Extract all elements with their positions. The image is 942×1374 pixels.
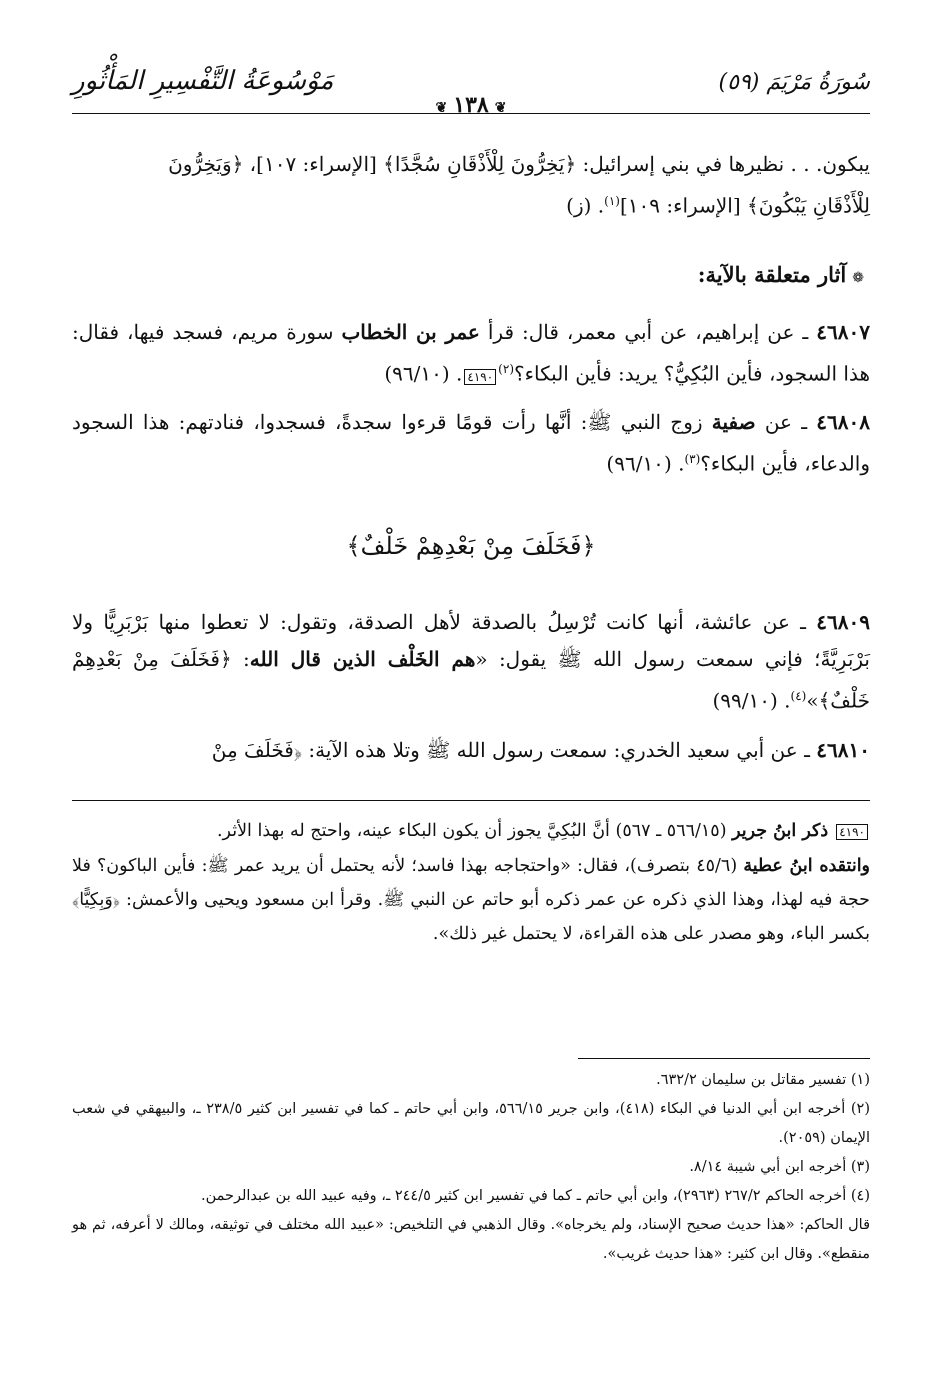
commentary-number: ٤١٩٠ [836, 824, 868, 840]
entry-number: ٤٦٨٠٨ [816, 410, 870, 434]
commentary-ref: ٤١٩٠ [464, 369, 496, 385]
commentary-paragraph-2: وانتقده ابنُ عطية (٤٥/٦ بتصرف)، فقال: «واحتجاجه بهذا فاسد؛ لأنه يحتمل أن يريد عمر ﷺ: فأين الباكون؟ فلا حجة فيه لهذا، وهذا الذي ذكره عن عمر ذكره أبو حاتم عن النبي ﷺ. وقرأ ابن مسعود ويحيى والأعمش: ﴿وَبِكِيًّا﴾ بكسر الباء، وهو مصدر على هذه القراءة، لا يحتمل غير ذلك». [72, 856, 871, 944]
entry-number: ٤٦٨١٠ [816, 738, 870, 762]
entry-46810: ٤٦٨١٠ ـ عن أبي سعيد الخدري: سمعت رسول الله ﷺ وتلا هذه الآية: ﴿فَخَلَفَ مِنْ [211, 738, 870, 762]
footnote-ref: (٢) [498, 362, 514, 376]
footnote-ref: (٣) [684, 452, 701, 466]
narrator-name: صفية [711, 410, 756, 434]
commentary-paragraph-1: ٤١٩٠ ذكر ابنُ جرير (٥٦٦/١٥ ـ ٥٦٧) أنَّ البُكِيَّ يجوز أن يكون البكاء عينه، واحتج له بهذا الأثر. [72, 814, 870, 849]
header-rule [72, 113, 870, 114]
surah-header: سُورَةُ مَرْيَمَ (٥٩) [718, 70, 870, 95]
entry-46807: ٤٦٨٠٧ ـ عن إبراهيم، عن أبي معمر، قال: قرأ عمر بن الخطاب سورة مريم، فسجد فيها، فقال: هذا السجود، فأين البُكِيُّ؟ يريد: فأين البكاء؟$^{(٢)}$٤١٩٠. (٩٦/١٠) [72, 320, 871, 386]
ornament-icon: ❁ [852, 270, 864, 286]
entry-46809: ٤٦٨٠٩ ـ عن عائشة، أنها كانت تُرْسِلُ بالصدقة لأهل الصدقة، وتقول: لا تعطوا منها بَرْبَرِيًّا ولا بَرْبَرِيَّةً؛ فإني سمعت رسول الله ﷺ يقول: «هم الخَلْف الذين قال الله: ﴿فَخَلَفَ مِنْ بَعْدِهِمْ خَلْفٌ﴾»$^{(٤)}$. (٩٩/١٠) [72, 610, 870, 713]
section-heading: ❁آثار متعلقة بالآية: [697, 262, 864, 287]
ornament-icon: ❦ [494, 100, 507, 116]
page-number: ❦١٣٨❦ [435, 92, 507, 118]
footnote-ref: (١) [604, 194, 620, 208]
footnote-1: (١) تفسير مقاتل بن سليمان ٦٣٢/٢. [656, 1072, 870, 1088]
book-title: مَوْسُوعَةُ التَّفْسِيرِ المَأْثُورِ [72, 66, 334, 96]
verse-title: ﴿فَخَلَفَ مِنْ بَعْدِهِمْ خَلْفٌ﴾ [346, 532, 596, 560]
entry-number: ٤٦٨٠٩ [816, 610, 870, 634]
footnote-4-note: قال الحاكم: «هذا حديث صحيح الإسناد، ولم يخرجاه». وقال الذهبي في التلخيص: «عبيد الله مختلف في توثيقه، ومالك لا أعرفه، ثم هو منقطع». وقال ابن كثير: «هذا حديث غريب». [72, 1217, 870, 1262]
intro-paragraph [72, 146, 870, 225]
footnote-4: (٤) أخرجه الحاكم ٢٦٧/٢ (٢٩٦٣)، وابن أبي حاتم ـ كما في تفسير ابن كثير ٢٤٤/٥ ـ، وفيه عبيد الله بن عبدالرحمن. [200, 1188, 870, 1204]
footnote-2: (٢) أخرجه ابن أبي الدنيا في البكاء (٤١٨)، وابن جرير ٥٦٦/١٥، وابن أبي حاتم ـ كما في تفسير ابن كثير ٢٣٨/٥ ـ، والبيهقي في شعب الإيمان (٢٠٥٩). [72, 1101, 870, 1146]
footnote-3: (٣) أخرجه ابن أبي شيبة ٨/١٤. [689, 1159, 870, 1175]
footnotes [72, 1066, 870, 1269]
commentary-separator [72, 800, 870, 801]
ornament-icon: ❦ [435, 100, 448, 116]
footnote-separator [578, 1058, 870, 1059]
intro-line-1: يبكون. . . نظيرها في بني إسرائيل: ﴿يَخِرُّونَ لِلْأَذْقَانِ سُجَّدًا﴾ [الإسراء: ١٠٧]، ﴿وَيَخِرُّونَ [168, 152, 870, 176]
hadith-text: هم الخَلْف الذين قال الله [249, 647, 476, 671]
entry-number: ٤٦٨٠٧ [816, 320, 871, 344]
commentary-block [72, 814, 870, 951]
narrator-name: عمر بن الخطاب [341, 320, 480, 344]
footnote-ref: (٤) [790, 689, 807, 703]
entry-46808: ٤٦٨٠٨ ـ عن صفية زوج النبي ﷺ: أنَّها رأت قومًا قرءوا سجدةً، فسجدوا، فنادتهم: هذا السجود والدعاء، فأين البكاء؟$^{(٣)}$. (٩٦/١٠) [72, 410, 870, 476]
intro-line-2: لِلْأَذْقَانِ يَبْكُونَ﴾ [الإسراء: ١٠٩]$^{(١)}$. (ز) [566, 193, 870, 218]
